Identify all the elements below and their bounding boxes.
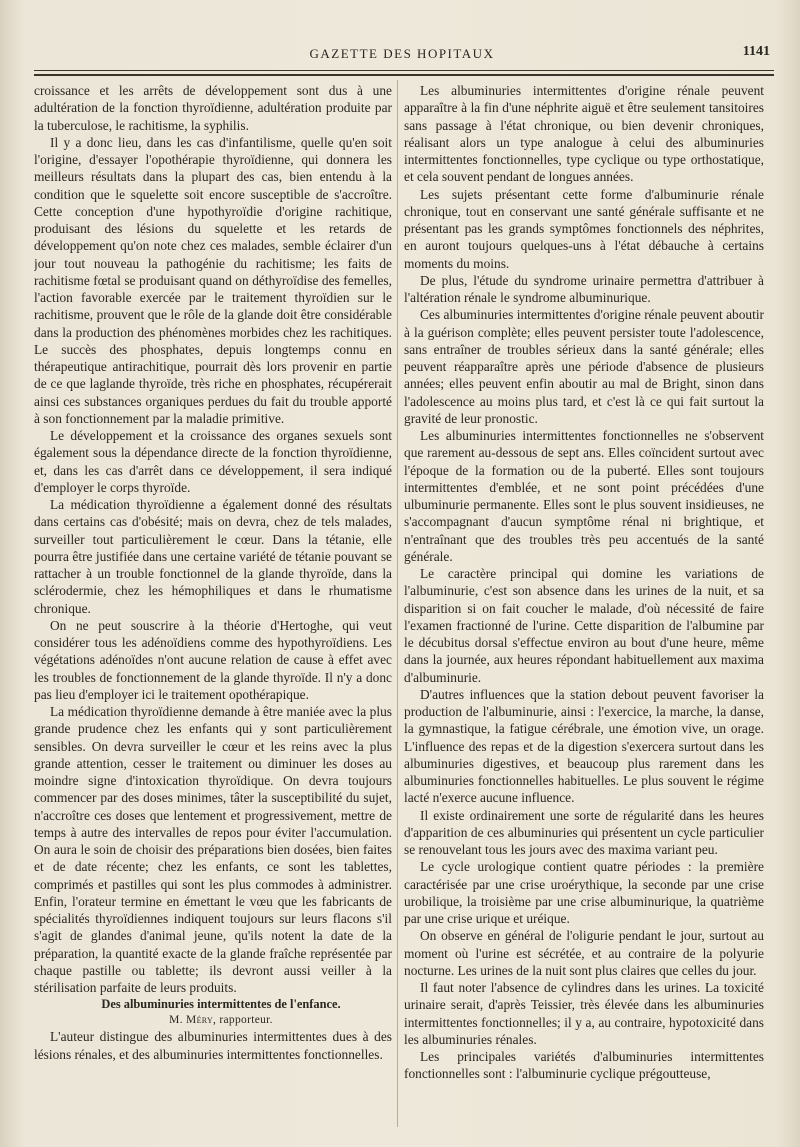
column-divider	[397, 80, 398, 1127]
page-header	[34, 44, 770, 64]
paragraph: croissance et les arrêts de développement sont dus à une adultération de la fonction thyroïdienne, adultération produite par la tuberculose, le rachitisme, la syphilis.	[34, 83, 392, 133]
page-number: 1141	[742, 44, 770, 59]
paragraph: Le développement et la croissance des organes sexuels sont également sous la dépendance directe de la fonction thyroïdienne, et, dans les cas d'arrêt dans ce développement, il sera indiqué d'employer le corps thyroïde.	[34, 428, 392, 495]
paragraph: L'auteur distingue des albuminuries intermittentes dues à des lésions rénales, et des albuminuries intermittentes fonctionnelles.	[34, 1029, 392, 1062]
header-rule-thin	[34, 70, 774, 71]
paragraph: La médication thyroïdienne a également donné des résultats dans certains cas d'obésité; mais on devra, chez de tels malades, surveiller tout particulièrement le cœur. Dans la tétanie, elle pourra être justifiée dans une certaine variété de tétanie pouvant se rattacher à un trouble fonctionnel de la glande thyroïde, dans la sclérodermie, chez les hémophiliques et dans le rhumatisme chronique.	[34, 497, 392, 616]
paragraph: Le cycle urologique contient quatre périodes : la première caractérisée par une crise uroérythique, la seconde par une crise urobilique, la troisième par une crise albuminurique, la quatrième par une crise urique et uréique.	[404, 859, 764, 926]
paragraph: Il existe ordinairement une sorte de régularité dans les heures d'apparition de ces albuminuries qui présentent un cycle particulier se renouvelant tous les jours avec des maxima variant peu.	[404, 807, 764, 857]
paragraph: La médication thyroïdienne demande à être maniée avec la plus grande prudence chez les enfants qui y sont particulièrement sensibles. On devra surveiller le cœur et les reins avec la plus grande attention, cesser le traitement ou diminuer les doses au moindre signe d'intoxication thyroïdique. On devra toujours commencer par des doses minimes, tâter la susceptibilité du sujet, n'accroître ces doses que lentement et progressivement, mettre de temps à autre des intervalles de repos pour éviter l'accumulation. On aura le soin de choisir des préparations bien dosées, bien faites et de date récente; chez les enfants, ce sont les tablettes, comprimés et pastilles qui sont les plus commodes à administrer. Enfin, l'orateur termine en émettant le vœu que les fabricants de spécialités thyroïdiennes indiquent toujours sur leurs flacons s'il s'agit de glandes d'animal jeune, qu'ils notent la date de la préparation, la quantité exacte de la glande fraîche représentée par chaque pastille ou tablette; ils devront aussi veiller à la stérilisation parfaite de leurs produits.	[34, 704, 392, 995]
author-name: M. Méry	[169, 1014, 214, 1027]
paragraph: Le caractère principal qui domine les variations de l'albuminurie, c'est son absence dans les urines de la nuit, et sa disparition si on fait coucher le malade, d'où nécessité de faire l'examen fractionné de l'urine. Cette disparition de l'albumine par le décubitus dorsal s'effectue environ au bout d'une heure, même dans la journée, aux heures répondant habituellement aux maxima d'albuminurie.	[404, 566, 764, 685]
header-rule-thick	[34, 74, 774, 76]
running-title: GAZETTE DES HOPITAUX	[309, 46, 495, 61]
left-column	[34, 82, 392, 1127]
section-author	[34, 1012, 392, 1028]
paragraph: Il faut noter l'absence de cylindres dans les urines. La toxicité urinaire serait, d'après Teissier, très élevée dans les albuminuries intermittentes fonctionnelles; il y a, au contraire, hypotoxicité dans les albuminuries rénales.	[404, 980, 764, 1047]
paragraph: On observe en général de l'oligurie pendant le jour, surtout au moment où l'urine est sécrétée, et au contraire de la polyurie nocturne. Les urines de la nuit sont plus claires que celles du jour.	[404, 928, 764, 978]
paragraph: Ces albuminuries intermittentes d'origine rénale peuvent aboutir à la guérison complète; elles peuvent persister toute l'adolescence, sans entraîner de troubles sérieux dans la santé générale; elles peuvent réapparaître après une période d'absence de plusieurs années; elles peuvent enfin aboutir au mal de Bright, sinon dans l'adolescence au moins plus tard, et c'est là ce qui fait surtout la gravité de leur pronostic.	[404, 307, 764, 426]
section-title: Des albuminuries intermittentes de l'enfance.	[101, 997, 341, 1012]
paragraph: Les albuminuries intermittentes fonctionnelles ne s'observent que rarement au-dessous de sept ans. Elles coïncident surtout avec l'époque de la formation ou de la puberté. Elles sont toujours intermittentes d'emblée, et ne sont point précédées d'une ulbuminurie permanente. Elles sont le plus souvent insidieuses, ne s'accompagnant d'aucun symptôme rénal ni brightique, et n'entraînant que des troubles très peu accentués de la santé générale.	[404, 428, 764, 564]
paragraph: Il y a donc lieu, dans les cas d'infantilisme, quelle qu'en soit l'origine, d'essayer l'opothérapie thyroïdienne, qui donnera les meilleurs résultats dans la plupart des cas, bien entendu à la condition que le squelette soit encore susceptible de s'accroître. Cette conception d'une hypothyroïdie d'origine rachitique, produisant des lésions du squelette et les retards de développement qu'on note chez ces malades, semble éclairer d'un jour tout nouveau la pathogénie du rachitisme; les faits de rachitisme fœtal se produisant quand on déthyroïdise des femelles, l'action favorable exercée par le traitement thyroïdien sur le rachitisme, prouvent que le rôle de la glande doit être considérable dans la production des phénomènes morbides chez les rachitiques. Le succès des phosphates, depuis longtemps connu en thérapeutique antirachitique, pourrait dès lors provenir en partie de ce que laglande thyroïde, très riche en phosphates, récupérerait ainsi ces substances organiques perdues du fait du trouble apporté à son fonctionnement par la maladie primitive.	[34, 134, 392, 426]
paragraph: Les albuminuries intermittentes d'origine rénale peuvent apparaître à la fin d'une néphrite aiguë et être seulement tansitoires sans passage à l'état chronique, ou bien devenir chroniques, réalisant alors un type analogue à celui des albuminuries intermittentes fonctionnelles, type cyclique ou type orthostatique, et cela souvent pendant de longues années.	[404, 83, 764, 185]
paragraph: Les sujets présentant cette forme d'albuminurie rénale chronique, tout en conservant une santé générale suffisante et ne présentant pas les grands symptômes fonctionnels des néphrites, en auront toujours quelques-uns à l'état débauche à certains moments du moins.	[404, 186, 764, 271]
author-role: , rapporteur.	[213, 1014, 273, 1027]
paragraph: De plus, l'étude du syndrome urinaire permettra d'attribuer à l'altération rénale le syndrome albuminurique.	[404, 272, 764, 305]
paragraph: On ne peut souscrire à la théorie d'Hertoghe, qui veut considérer tous les adénoïdiens comme des hypothyroïdiens. Les végétations adénoïdes n'ont aucune relation de cause à effet avec les troubles de fonctionnement de la glande thyroïde. Il n'y a donc pas lieu d'employer ici le traitement opothérapique.	[34, 617, 392, 702]
right-column	[404, 82, 764, 1127]
paragraph: D'autres influences que la station debout peuvent favoriser la production de l'albuminurie, ainsi : l'exercice, la marche, la danse, la gymnastique, la fatigue cérébrale, une émotion vive, un orage. L'influence des repas et de la digestion s'exercera surtout dans les albuminuries digestives, et beaucoup plus rarement dans les albuminuries fonctionnelles habituelles. Le plus souvent le régime lacté n'exerce aucune influence.	[404, 686, 764, 806]
paragraph: Les principales variétés d'albuminuries intermittentes fonctionnelles sont : l'albuminurie cyclique prégoutteuse,	[404, 1049, 764, 1082]
